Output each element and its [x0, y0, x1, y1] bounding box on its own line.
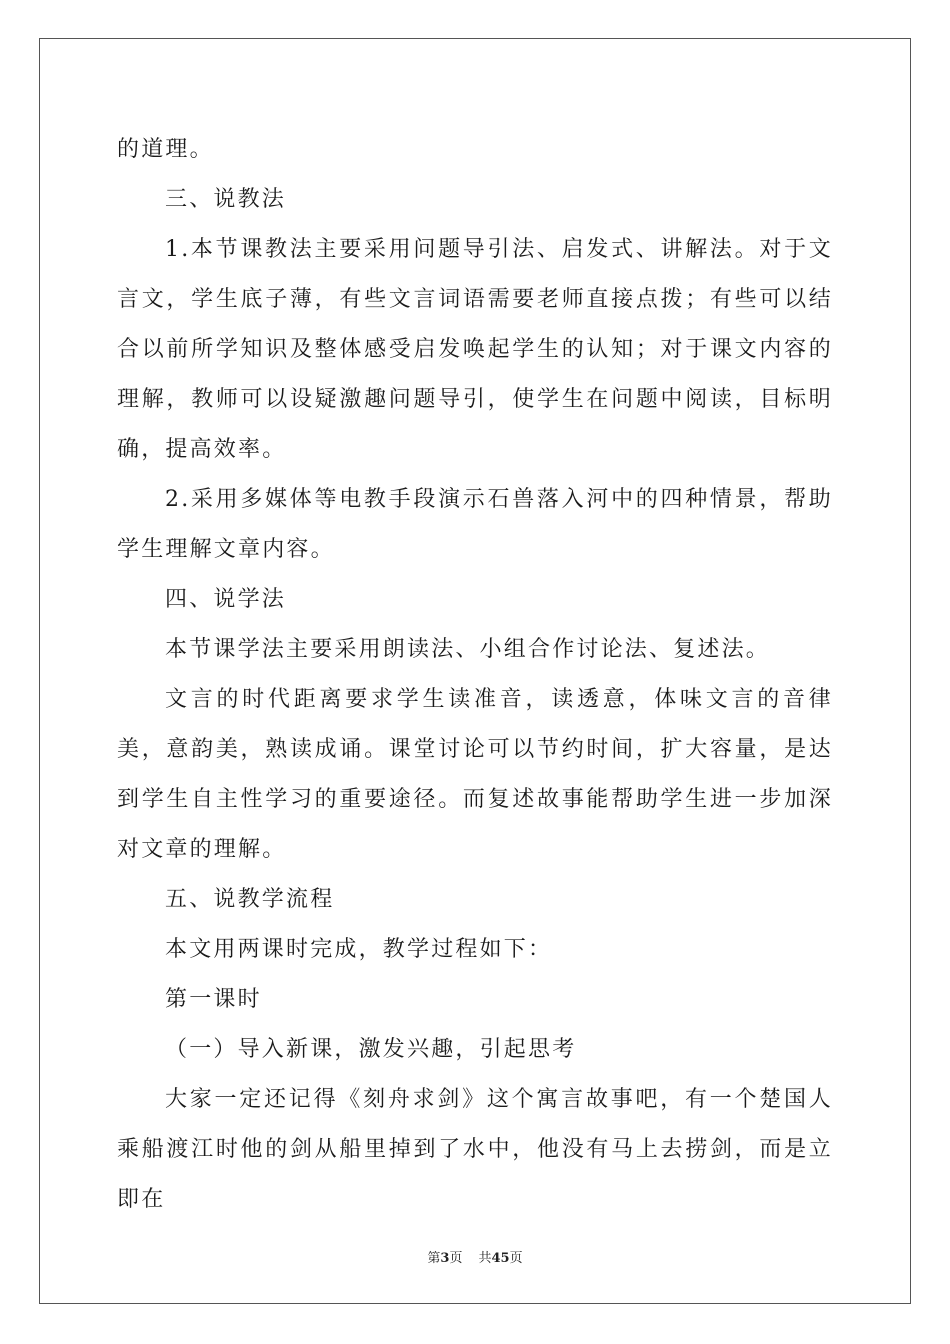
- page-suffix: 页: [449, 1251, 463, 1266]
- subsection-heading: （一）导入新课，激发兴趣，引起思考: [165, 1037, 577, 1062]
- paragraph: 大家一定还记得《刻舟求剑》这个寓言故事吧，有一个楚国人乘船渡江时他的剑从船里掉到了水中，他没有马上去捞剑，而是立即在: [117, 1087, 833, 1212]
- page-number: 3: [440, 1251, 450, 1266]
- total-suffix: 页: [509, 1251, 523, 1266]
- section-heading: 五、说教学流程: [165, 887, 335, 912]
- paragraph: 本节课学法主要采用朗读法、小组合作讨论法、复述法。: [165, 637, 771, 662]
- document-body: [117, 125, 833, 1225]
- paragraph: 的道理。: [117, 137, 214, 162]
- paragraph: 1.本节课教法主要采用问题导引法、启发式、讲解法。对于文言文，学生底子薄，有些文言词语需要老师直接点拨；有些可以结合以前所学知识及整体感受启发唤起学生的认知；对于课文内容的理解，教师可以设疑激趣问题导引，使学生在问题中阅读，目标明确，提高效率。: [117, 237, 833, 462]
- total-prefix: 共: [478, 1251, 492, 1266]
- total-pages: 45: [491, 1251, 510, 1266]
- subsection-heading: 第一课时: [165, 987, 262, 1012]
- paragraph: 2.采用多媒体等电教手段演示石兽落入河中的四种情景，帮助学生理解文章内容。: [117, 487, 833, 562]
- paragraph: 本文用两课时完成，教学过程如下：: [165, 937, 553, 962]
- page-footer: [0, 1247, 950, 1266]
- section-heading: 三、说教法: [165, 187, 287, 212]
- paragraph: 文言的时代距离要求学生读准音，读透意，体味文言的音律美，意韵美，熟读成诵。课堂讨论可以节约时间，扩大容量，是达到学生自主性学习的重要途径。而复述故事能帮助学生进一步加深对文章的理解。: [117, 687, 833, 862]
- section-heading: 四、说学法: [165, 587, 287, 612]
- page-prefix: 第: [427, 1251, 441, 1266]
